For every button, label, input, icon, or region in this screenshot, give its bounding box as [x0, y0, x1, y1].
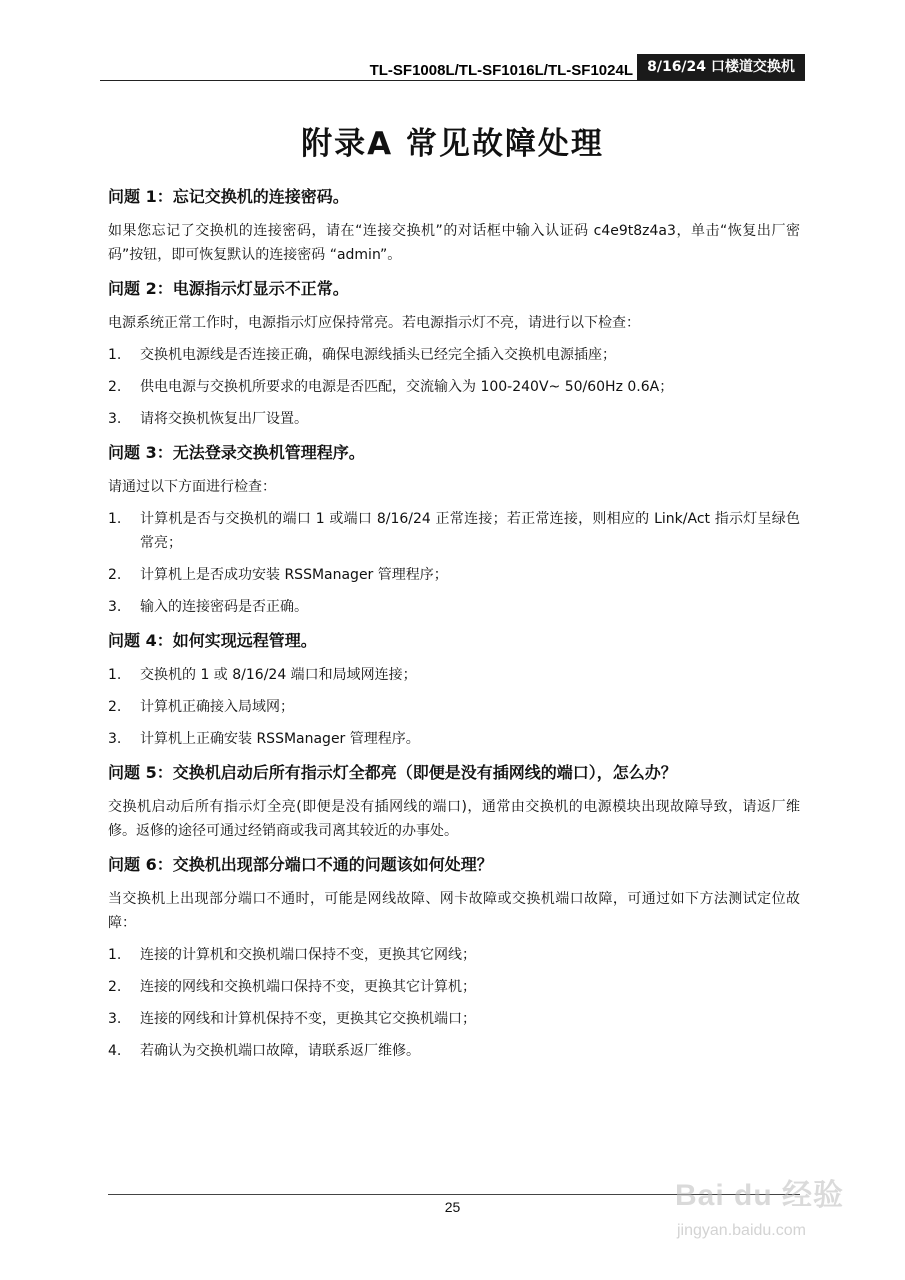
- list-item: [108, 375, 800, 399]
- list-number: 2.: [108, 379, 122, 395]
- list-number: 3.: [108, 411, 122, 427]
- q5-heading: 问题 5：交换机启动后所有指示灯全都亮（即便是没有插网线的端口），怎么办？: [108, 763, 677, 782]
- list-item: [108, 1007, 800, 1031]
- list-number: 1.: [108, 947, 122, 963]
- q3-heading: 问题 3：无法登录交换机管理程序。: [108, 443, 365, 462]
- q6-paragraph: 当交换机上出现部分端口不通时，可能是网线故障、网卡故障或交换机端口故障，可通过如下方法测试定位故障：: [108, 891, 800, 931]
- list-text: 交换机的 1 或 8/16/24 端口和局域网连接；: [140, 667, 417, 683]
- q1-heading: 问题 1：忘记交换机的连接密码。: [108, 187, 349, 206]
- watermark-brand: Bai du 经验: [675, 1179, 845, 1212]
- list-item: [108, 943, 800, 967]
- page-header: [100, 48, 805, 82]
- q3-paragraph: 请通过以下方面进行检查：: [108, 479, 276, 495]
- list-number: 2.: [108, 979, 122, 995]
- header-product-badge: 8/16/24 口楼道交换机: [637, 54, 805, 80]
- list-item: [108, 663, 800, 687]
- q2-heading: 问题 2：电源指示灯显示不正常。: [108, 279, 349, 298]
- list-text: 计算机上是否成功安装 RSSManager 管理程序；: [140, 567, 448, 583]
- list-text: 交换机电源线是否连接正确，确保电源线插头已经完全插入交换机电源插座；: [140, 347, 616, 363]
- q4-heading: 问题 4：如何实现远程管理。: [108, 631, 317, 650]
- list-item: [108, 563, 800, 587]
- baidu-jingyan-watermark: [657, 1160, 867, 1270]
- list-number: 2.: [108, 567, 122, 583]
- list-text: 计算机是否与交换机的端口 1 或端口 8/16/24 正常连接；若正常连接，则相应的 Link/Act 指示灯呈绿色常亮；: [140, 511, 800, 551]
- list-item: [108, 407, 800, 431]
- watermark-url: jingyan.baidu.com: [677, 1222, 806, 1239]
- list-item: [108, 343, 800, 367]
- list-number: 2.: [108, 699, 122, 715]
- header-model-names: TL-SF1008L/TL-SF1016L/TL-SF1024L: [369, 62, 633, 79]
- list-number: 1.: [108, 511, 122, 527]
- list-text: 连接的计算机和交换机端口保持不变，更换其它网线；: [140, 947, 476, 963]
- list-text: 输入的连接密码是否正确。: [140, 599, 308, 615]
- list-text: 计算机正确接入局域网；: [140, 699, 294, 715]
- list-number: 4.: [108, 1043, 122, 1059]
- list-number: 1.: [108, 667, 122, 683]
- list-item: [108, 695, 800, 719]
- list-number: 3.: [108, 599, 122, 615]
- list-text: 若确认为交换机端口故障，请联系返厂维修。: [140, 1043, 420, 1059]
- list-item: [108, 507, 800, 555]
- list-number: 1.: [108, 347, 122, 363]
- list-number: 3.: [108, 731, 122, 747]
- list-item: [108, 727, 800, 751]
- q6-heading: 问题 6：交换机出现部分端口不通的问题该如何处理？: [108, 855, 493, 874]
- page-title: 附录A 常见故障处理: [301, 126, 604, 162]
- q1-paragraph: 如果您忘记了交换机的连接密码，请在“连接交换机”的对话框中输入认证码 c4e9t8z4a3，单击“恢复出厂密码”按钮，即可恢复默认的连接密码 “admin”。: [108, 223, 800, 263]
- list-item: [108, 975, 800, 999]
- page-number: 25: [444, 1199, 461, 1215]
- list-text: 请将交换机恢复出厂设置。: [140, 411, 308, 427]
- document-body: [108, 183, 800, 1071]
- header-rule: [100, 80, 805, 81]
- list-item: [108, 1039, 800, 1063]
- q5-paragraph: 交换机启动后所有指示灯全亮(即便是没有插网线的端口)，通常由交换机的电源模块出现故障导致，请返厂维修。返修的途径可通过经销商或我司离其较近的办事处。: [108, 799, 800, 839]
- list-text: 供电电源与交换机所要求的电源是否匹配，交流输入为 100-240V~ 50/60Hz 0.6A；: [140, 379, 674, 395]
- list-text: 连接的网线和计算机保持不变，更换其它交换机端口；: [140, 1011, 476, 1027]
- list-text: 计算机上正确安装 RSSManager 管理程序。: [140, 731, 420, 747]
- list-number: 3.: [108, 1011, 122, 1027]
- q2-paragraph: 电源系统正常工作时，电源指示灯应保持常亮。若电源指示灯不亮，请进行以下检查：: [108, 315, 640, 331]
- list-text: 连接的网线和交换机端口保持不变，更换其它计算机；: [140, 979, 476, 995]
- list-item: [108, 595, 800, 619]
